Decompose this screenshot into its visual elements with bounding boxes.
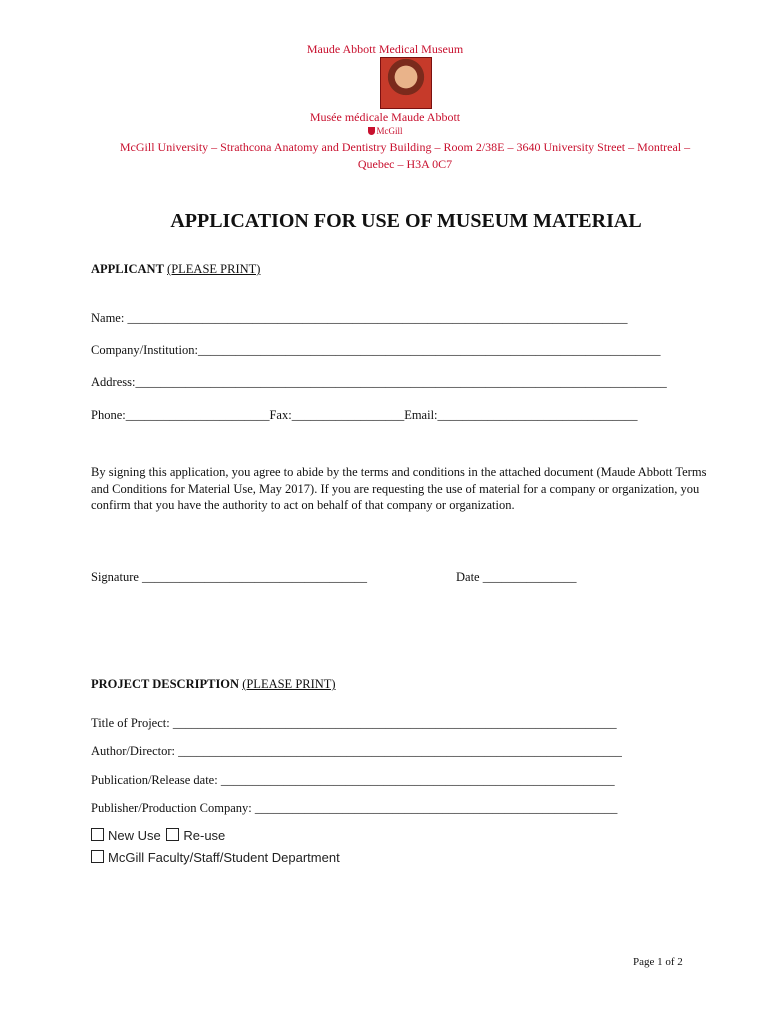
mcgill-logo — [0, 126, 770, 136]
page-number: Page 1 of 2 — [633, 956, 683, 968]
mcgill-checkbox[interactable] — [91, 850, 104, 863]
museum-address — [90, 139, 720, 173]
agreement-paragraph: By signing this application, you agree to abide by the terms and conditions in the attached document (Maude Abbott Terms and Conditions for Material Use, May 2017). If you are requesting the use of material for a company or organization, you confirm that you have the authority to act on behalf of that company or organization. — [91, 465, 707, 512]
address-field[interactable]: Address:_____________________________________________________________________________________ — [91, 375, 667, 389]
reuse-checkbox[interactable] — [166, 828, 179, 841]
signature-field[interactable]: Signature ____________________________________ — [91, 570, 368, 584]
museum-name-fr: Musée médicale Maude Abbott — [309, 110, 461, 124]
project-heading-note: (PLEASE PRINT) — [242, 677, 336, 691]
applicant-heading-note: (PLEASE PRINT) — [167, 262, 261, 276]
maude-abbott-portrait — [380, 57, 432, 109]
address-line-1: McGill University – Strathcona Anatomy and Dentistry Building – Room 2/38E – 3640 University Street – Montreal – — [119, 140, 691, 154]
project-title-field[interactable]: Title of Project: _______________________________________________________________________ — [91, 716, 617, 730]
mcgill-row — [91, 850, 340, 865]
museum-name-en: Maude Abbott Medical Museum — [306, 42, 464, 56]
project-heading-label: PROJECT DESCRIPTION — [91, 677, 240, 691]
mcgill-logo-text: McGill — [376, 126, 403, 136]
applicant-heading — [91, 262, 260, 277]
mcgill-label: McGill Faculty/Staff/Student Department — [108, 850, 340, 865]
page-title: APPLICATION FOR USE OF MUSEUM MATERIAL — [170, 210, 642, 232]
date-field[interactable]: Date _______________ — [456, 570, 577, 584]
publisher-field[interactable]: Publisher/Production Company: __________________________________________________________ — [91, 801, 618, 815]
phone-fax-email-field[interactable]: Phone:_______________________Fax:__________________Email:________________________________ — [91, 408, 638, 422]
address-line-2: Quebec – H3A 0C7 — [357, 157, 453, 171]
applicant-heading-label: APPLICANT — [91, 262, 164, 276]
project-heading — [91, 677, 336, 692]
name-field[interactable]: Name: ________________________________________________________________________________ — [91, 311, 628, 325]
company-field[interactable]: Company/Institution:__________________________________________________________________________ — [91, 343, 661, 357]
use-type-row — [91, 828, 225, 843]
publication-date-field[interactable]: Publication/Release date: _______________________________________________________________ — [91, 773, 615, 787]
new-use-label: New Use — [108, 828, 161, 843]
author-director-field[interactable]: Author/Director: _______________________________________________________________________ — [91, 744, 622, 758]
mcgill-crest-icon — [368, 127, 375, 135]
new-use-checkbox[interactable] — [91, 828, 104, 841]
reuse-label: Re-use — [183, 828, 226, 843]
